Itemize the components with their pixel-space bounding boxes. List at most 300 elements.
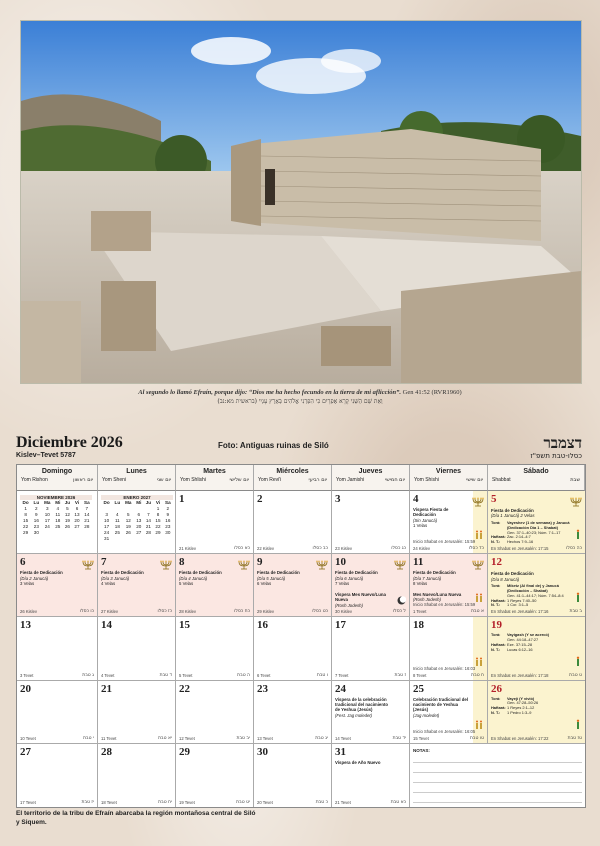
menorah-icon — [472, 560, 484, 570]
event-title: Fiesta de Dedicación — [257, 570, 300, 576]
mini-date: 26 — [64, 524, 70, 529]
torah-portion — [507, 521, 582, 535]
day-number: 3 — [335, 493, 341, 505]
gregorian-hebrew-date: 21 Tevet — [335, 800, 351, 805]
day-name: Viernes — [435, 468, 462, 475]
hebrew-date: ח טבת — [471, 672, 484, 678]
day-name: Sábado — [523, 468, 549, 475]
mini-date: 7 — [85, 506, 89, 511]
menorah-icon — [316, 557, 328, 575]
calendar-day-cell — [176, 617, 254, 680]
day-number: 21 — [101, 682, 112, 695]
ruins-photo — [20, 20, 582, 384]
calendar-day-cell — [488, 554, 585, 617]
haftara-label: Haftará: — [491, 534, 506, 540]
menorah-icon — [394, 557, 406, 575]
event-title: Fiesta de Dedicación — [335, 570, 378, 576]
torah-verses: Gen. 47:28–50:26 — [507, 700, 539, 706]
day-translit: Yom Rishon — [21, 477, 48, 483]
event-title: Fiesta de Dedicación — [179, 570, 222, 576]
mini-date: 24 — [104, 530, 110, 535]
gregorian-hebrew-date: 15 Tevet — [413, 735, 429, 741]
gregorian-hebrew-date: 3 Tevet — [20, 672, 34, 678]
event-title: Fiesta de Dedicación — [20, 570, 63, 576]
calendar-day-cell — [410, 491, 488, 554]
torah-reading — [491, 697, 582, 716]
mini-date: 10 — [44, 512, 50, 517]
new-moon-icon — [397, 592, 406, 610]
haftara-verses: 1 Reyes 2:1–12 — [507, 705, 535, 711]
torah-label: Torá: — [491, 632, 501, 638]
mini-date: 14 — [145, 518, 151, 523]
gregorian-hebrew-date: En Shabat en Jerusalén: 17:16 — [491, 609, 549, 615]
mini-date: 6 — [137, 512, 141, 517]
gregorian-hebrew-date: 27 Kislev — [101, 609, 118, 615]
month-title: Diciembre 2026 — [16, 434, 123, 451]
event-detail: (Día 3 Janucá) — [101, 575, 130, 581]
mini-date: 9 — [35, 512, 38, 517]
day-number: 13 — [20, 619, 31, 632]
mini-date: 27 — [136, 530, 142, 535]
mini-calendar-jan — [101, 495, 173, 542]
calendar-day-cell — [98, 744, 176, 807]
mini-calendar-table — [101, 500, 173, 542]
day-header — [17, 465, 98, 491]
event-title: Víspera de Año Nuevo — [335, 759, 381, 765]
gregorian-hebrew-date: En Shabat en Jerusalén: 17:22 — [491, 735, 549, 741]
day-translit: Shabbat — [492, 477, 511, 483]
mini-date: 18 — [114, 524, 120, 529]
hebrew-date: יב טבת — [236, 735, 250, 741]
day-number: 1 — [179, 493, 185, 505]
mini-date: 8 — [156, 512, 160, 517]
hebrew-date: ה טבת — [237, 672, 250, 678]
mini-date: 10 — [104, 518, 110, 523]
mini-date: 21 — [145, 524, 151, 529]
day-number: 31 — [335, 745, 346, 758]
caption-intro: Al segundo lo llamó Efraín, porque dijo: — [138, 389, 249, 396]
mini-day-head: Mi — [136, 500, 142, 505]
calendar-day-cell — [332, 554, 410, 617]
haftara-label: Haftará: — [491, 705, 506, 711]
day-name: Miércoles — [276, 468, 309, 475]
day-name: Domingo — [41, 468, 73, 475]
torah-name: Vayejí (Y vivió) — [507, 695, 535, 701]
hebrew-date: יז טבת — [81, 800, 94, 805]
day-number: 11 — [413, 556, 424, 569]
day-number: 19 — [491, 619, 502, 632]
gregorian-hebrew-date: En Shabat en Jerusalén: 17:15 — [491, 546, 549, 552]
gregorian-hebrew-date: 7 Tevet — [335, 672, 349, 678]
event-candles: 1 Velas — [413, 523, 428, 529]
day-name: Jueves — [358, 468, 383, 475]
torah-name: Miketz (Al final de) y Janucá (Dedicación – Shabat) — [507, 583, 559, 593]
gregorian-hebrew-date: 1 Tevet — [413, 609, 427, 615]
mini-date: 22 — [23, 524, 29, 529]
mini-day-head: Sa — [165, 500, 171, 505]
mini-date: 19 — [125, 524, 131, 529]
torah-verses: Gen. 37:1–40:23; Núm. 7:1–17 — [507, 529, 561, 535]
day-number: 17 — [335, 619, 346, 632]
caption-spanish — [20, 388, 580, 397]
hebrew-date: כא טבת — [390, 800, 406, 805]
day-number: 9 — [257, 556, 263, 569]
day-number: 8 — [179, 556, 185, 569]
mini-date: 12 — [125, 518, 131, 523]
mini-date: 11 — [55, 512, 61, 517]
calendar-day-cell — [17, 617, 98, 680]
hebrew-date: יא טבת — [158, 735, 172, 741]
photo-credit: Foto: Antiguas ruinas de Siló — [218, 441, 329, 450]
calendar-day-cell — [332, 617, 410, 680]
mini-date — [144, 536, 154, 542]
event-title: Fiesta de Dedicación — [413, 570, 456, 576]
havdalah-icon — [574, 526, 582, 544]
torah-reading — [491, 521, 582, 545]
hebrew-date: י טבת — [83, 735, 94, 741]
mini-calendar-table — [20, 500, 92, 536]
calendar-day-cell — [332, 491, 410, 554]
calendar-day-cell — [176, 744, 254, 807]
havdalah-icon — [574, 716, 582, 734]
event-detail: (Sin Janucá) — [413, 517, 438, 523]
mini-day-head: Mi — [55, 500, 61, 505]
calendar-day-cell — [17, 554, 98, 617]
day-number: 7 — [101, 556, 107, 569]
hebrew-date: יד טבת — [392, 735, 406, 741]
day-number: 27 — [20, 745, 31, 758]
day-number: 6 — [20, 556, 26, 569]
day-hebrew: שבת — [570, 477, 580, 483]
event-title: Fiesta de Dedicación — [101, 570, 144, 576]
menorah-icon — [160, 557, 172, 575]
menorah-icon — [316, 560, 328, 570]
hebrew-date: יג טבת — [315, 735, 328, 741]
day-translit: Yom Jamishi — [336, 477, 365, 483]
notes-area — [413, 748, 582, 803]
gregorian-hebrew-date: 20 Tevet — [257, 800, 273, 805]
calendar-day-cell — [17, 681, 98, 744]
nt-label: N. T.: — [491, 646, 501, 652]
torah-reading — [491, 633, 582, 652]
calendar-day-cell — [98, 681, 176, 744]
haftara-label: Haftará: — [491, 641, 506, 647]
mini-date — [53, 530, 62, 536]
hebrew-date: טז טבת — [567, 735, 582, 741]
mini-date: 17 — [44, 518, 50, 523]
event-detail: (Jag moledet) — [413, 712, 440, 718]
calendar-day-cell — [410, 617, 488, 680]
day-header — [488, 465, 585, 491]
gregorian-hebrew-date: 29 Kislev — [257, 609, 274, 615]
hebrew-date: כז כסלו — [157, 609, 172, 615]
day-header — [176, 465, 254, 491]
calendar-day-cell — [17, 744, 98, 807]
nt-verses: Hechos 7:9–16 — [507, 539, 534, 545]
torah-reading — [491, 584, 582, 608]
mini-calendar-nov — [20, 495, 92, 536]
mini-date: 21 — [84, 518, 90, 523]
shabbat-candles-icon — [474, 593, 484, 602]
mini-date: 6 — [75, 506, 79, 511]
mini-date: 26 — [125, 530, 131, 535]
mini-date: 8 — [24, 512, 27, 517]
hebrew-date: כו כסלו — [79, 609, 94, 615]
mini-date: 5 — [127, 512, 130, 517]
mini-day-head: Do — [103, 500, 110, 505]
mini-date: 7 — [147, 512, 150, 517]
hebrew-date: ג טבת — [82, 672, 94, 678]
menorah-icon — [472, 497, 484, 507]
mini-date: 27 — [74, 524, 80, 529]
calendar-day-cell — [410, 681, 488, 744]
havdalah-icon — [574, 589, 582, 607]
day-translit: Yom Shlishi — [180, 477, 206, 483]
mini-date: 23 — [165, 524, 171, 529]
day-number: 22 — [179, 682, 190, 695]
mini-day-head: Lu — [33, 500, 40, 505]
day-translit: Yom Sheni — [102, 477, 126, 483]
mini-date — [134, 536, 143, 542]
event-detail: (Día 5 Janucá) — [257, 575, 286, 581]
nt-verses: Lucas 6:12–16 — [507, 646, 533, 652]
gregorian-hebrew-date: 8 Tevet — [413, 672, 427, 678]
hebrew-date: ז טבת — [394, 672, 406, 678]
notes-line[interactable] — [413, 753, 582, 763]
day-event — [491, 508, 567, 519]
mini-date: 13 — [74, 512, 80, 517]
torah-label: Torá: — [491, 583, 501, 589]
haftara-verses: 1 Reyes 7:40–50 — [507, 597, 537, 603]
mini-date: 12 — [64, 512, 70, 517]
hebrew-date: יט טבת — [236, 800, 250, 805]
hebrew-date: ט טבת — [569, 672, 582, 678]
calendar-day-cell — [254, 554, 332, 617]
mini-date — [82, 530, 92, 536]
hebrew-date: כב כסלו — [312, 546, 328, 552]
menorah-icon — [472, 494, 484, 512]
gregorian-hebrew-date: 23 Kislev — [335, 546, 352, 552]
event-candles: 5 Velas — [179, 581, 194, 586]
mini-date: 20 — [136, 524, 142, 529]
shabbat-candles-icon — [474, 530, 484, 539]
day-event — [179, 570, 235, 586]
day-name: Martes — [203, 468, 226, 475]
hebrew-date: כד כסלו — [468, 546, 484, 552]
event-detail-2: (Rosh Jodesh) — [335, 602, 363, 608]
day-number: 2 — [257, 493, 263, 505]
day-event — [491, 571, 567, 582]
mini-date: 3 — [105, 512, 108, 517]
mini-date: 2 — [166, 506, 170, 511]
torah-verses: Gen. 41:1–44:17; Núm. 7:54–8:4 — [507, 592, 564, 598]
candle-lighting: Inicio Shabat en Jerusalén: 16:03 — [413, 665, 476, 671]
day-hebrew: יום חמישי — [385, 477, 405, 483]
event-title: Víspera Fiesta de Dedicación — [413, 507, 449, 518]
notes-label: NOTAS: — [413, 747, 430, 753]
mini-date: 13 — [136, 518, 142, 523]
mini-date: 25 — [114, 530, 120, 535]
mini-calendar-cell — [98, 491, 176, 554]
gregorian-hebrew-date: En Shabat en Jerusalén: 17:18 — [491, 672, 549, 678]
mini-day-head: Ju — [64, 500, 71, 505]
footer-note: El territorio de la tribu de Efraín abarcaba la región montañosa central de Siló y Siquem. — [16, 810, 256, 826]
event-detail-2: (Rosh Jodesh) — [413, 597, 441, 603]
calendar-day-cell — [254, 744, 332, 807]
mini-calendar-title: NOVIEMBRE 2026 — [20, 495, 92, 500]
gregorian-hebrew-date: 11 Tevet — [101, 735, 117, 741]
day-number: 4 — [413, 493, 419, 505]
event-detail: (Día 4 Janucá) — [179, 575, 208, 581]
day-event — [413, 697, 469, 719]
gregorian-hebrew-date: 28 Kislev — [179, 609, 196, 615]
mini-day-head: Ju — [145, 500, 152, 505]
menorah-icon — [160, 560, 172, 570]
photo-caption — [20, 388, 580, 406]
shabbat-candles-icon — [474, 657, 484, 666]
gregorian-hebrew-date: 6 Tevet — [257, 672, 271, 678]
caption-hebrew: וְאֵת שֵׁם הַשֵּׁנִי קָרָא אֶפְרָיִם כִּי הִפְרַנִי אֱלֹהִים בְּאֶרֶץ עָנְיִי (בראשית מא:נב) — [217, 398, 383, 405]
hebrew-month-sub: כסלו-טבת תשפ"ז — [530, 452, 582, 460]
day-number: 5 — [491, 493, 497, 505]
mini-date — [41, 530, 53, 536]
day-number: 26 — [491, 682, 502, 695]
day-event — [335, 570, 391, 608]
mini-date — [112, 536, 122, 542]
notes-line[interactable] — [413, 793, 582, 803]
mini-date: 24 — [44, 524, 50, 529]
day-number: 20 — [20, 682, 31, 695]
mini-date: 28 — [145, 530, 151, 535]
calendar-day-cell — [176, 491, 254, 554]
mini-date: 15 — [23, 518, 29, 523]
gregorian-hebrew-date: 24 Kislev — [413, 546, 430, 552]
gregorian-hebrew-date: 12 Tevet — [179, 735, 195, 741]
mini-date: 30 — [33, 530, 39, 535]
day-name: Lunes — [126, 468, 147, 475]
notes-line[interactable] — [413, 773, 582, 783]
day-number: 15 — [179, 619, 190, 632]
event-title: Fiesta de Dedicación — [491, 508, 534, 513]
day-hebrew: יום שישי — [466, 477, 483, 483]
day-number: 14 — [101, 619, 112, 632]
mini-date: 22 — [155, 524, 161, 529]
mini-day-head: Do — [22, 500, 29, 505]
nt-verses: 1 Cor. 3:1–5 — [507, 602, 529, 608]
day-event — [413, 570, 469, 602]
event-title-2: Víspera Mes Nuevo/Luna Nueva — [335, 591, 386, 603]
calendar-day-cell — [176, 681, 254, 744]
mini-date: 18 — [55, 518, 61, 523]
shiloh-ruins-image — [21, 21, 581, 383]
mini-date: 1 — [24, 506, 27, 511]
day-number: 30 — [257, 745, 268, 758]
day-header — [332, 465, 410, 491]
calendar-day-cell — [254, 491, 332, 554]
hebrew-date: כא כסלו — [234, 546, 250, 552]
candle-lighting: Inicio Shabat en Jerusalén: 16:05 — [413, 728, 476, 734]
shabbat-candles-icon — [474, 526, 484, 544]
event-title: Víspera de la celebración tradicional del nacimiento de Yeshua (Jesús) — [335, 696, 389, 713]
notes-line[interactable] — [413, 763, 582, 773]
mini-calendar-title: ENERO 2027 — [101, 495, 173, 500]
mini-date — [122, 536, 134, 542]
mini-date: 19 — [64, 518, 70, 523]
calendar-day-cell — [488, 491, 585, 554]
havdalah-icon — [574, 592, 582, 602]
mini-date: 9 — [166, 512, 170, 517]
event-candles: 6 Velas — [257, 581, 272, 586]
event-detail: (Día 1 Janucá) 2 Velas — [491, 513, 535, 519]
gregorian-hebrew-date: 17 Tevet — [20, 800, 36, 805]
mini-date — [72, 530, 81, 536]
calendar-day-cell — [254, 681, 332, 744]
mini-date: 3 — [46, 506, 49, 511]
shabbat-candles-icon — [474, 716, 484, 734]
mini-date: 4 — [116, 512, 119, 517]
menorah-icon — [570, 494, 582, 512]
mini-day-head: Ma — [44, 500, 51, 505]
calendar-day-cell — [488, 617, 585, 680]
haftara-verses: Zac. 2:14–4:7 — [507, 534, 531, 540]
event-title-2: Mes Nuevo/Luna Nueva — [413, 591, 462, 597]
day-event — [20, 570, 79, 586]
gregorian-hebrew-date: 10 Tevet — [20, 735, 36, 741]
event-detail: (Fest. Jag moledet) — [335, 712, 373, 718]
nt-verses: 1 Pedro 1:3–9 — [507, 709, 532, 715]
mini-date: 29 — [23, 530, 29, 535]
calendar-day-cell — [254, 617, 332, 680]
hebrew-month: דצמבר — [543, 434, 582, 452]
hebrew-date: ב טבת — [569, 609, 582, 615]
mini-date — [153, 536, 162, 542]
hebrew-date: כ טבת — [315, 800, 328, 805]
shabbat-candles-icon — [474, 720, 484, 729]
torah-label: Torá: — [491, 520, 501, 525]
torah-portion — [507, 584, 582, 598]
hebrew-date: טו טבת — [469, 735, 484, 741]
nt-label: N. T.: — [491, 709, 501, 715]
haftara-label: Haftará: — [491, 597, 506, 603]
mini-date: 15 — [155, 518, 161, 523]
nt-label: N. T.: — [491, 539, 501, 545]
day-event — [257, 570, 313, 586]
day-number: 24 — [335, 682, 346, 695]
day-number: 28 — [101, 745, 112, 758]
haftara-verses: Eze. 37:15–28 — [507, 641, 533, 647]
day-hebrew: יום שלישי — [229, 477, 249, 483]
menorah-icon — [82, 560, 94, 570]
menorah-icon — [238, 560, 250, 570]
notes-cell — [410, 744, 585, 807]
day-number: 12 — [491, 556, 502, 569]
calendar-day-cell — [410, 554, 488, 617]
calendar-day-cell — [98, 554, 176, 617]
day-event — [101, 570, 157, 586]
day-hebrew: יום ראשון — [73, 477, 93, 483]
hebrew-date: כה כסלו — [566, 546, 582, 552]
gregorian-hebrew-date: 19 Tevet — [179, 800, 195, 805]
gregorian-hebrew-date: 14 Tevet — [335, 735, 351, 741]
day-header — [98, 465, 176, 491]
mini-date: 5 — [66, 506, 69, 511]
mini-date: 23 — [33, 524, 39, 529]
day-event — [413, 507, 469, 529]
notes-line[interactable] — [413, 783, 582, 793]
gregorian-hebrew-date: 22 Kislev — [257, 546, 274, 552]
event-candles: 7 Velas — [335, 581, 350, 586]
day-header — [410, 465, 488, 491]
